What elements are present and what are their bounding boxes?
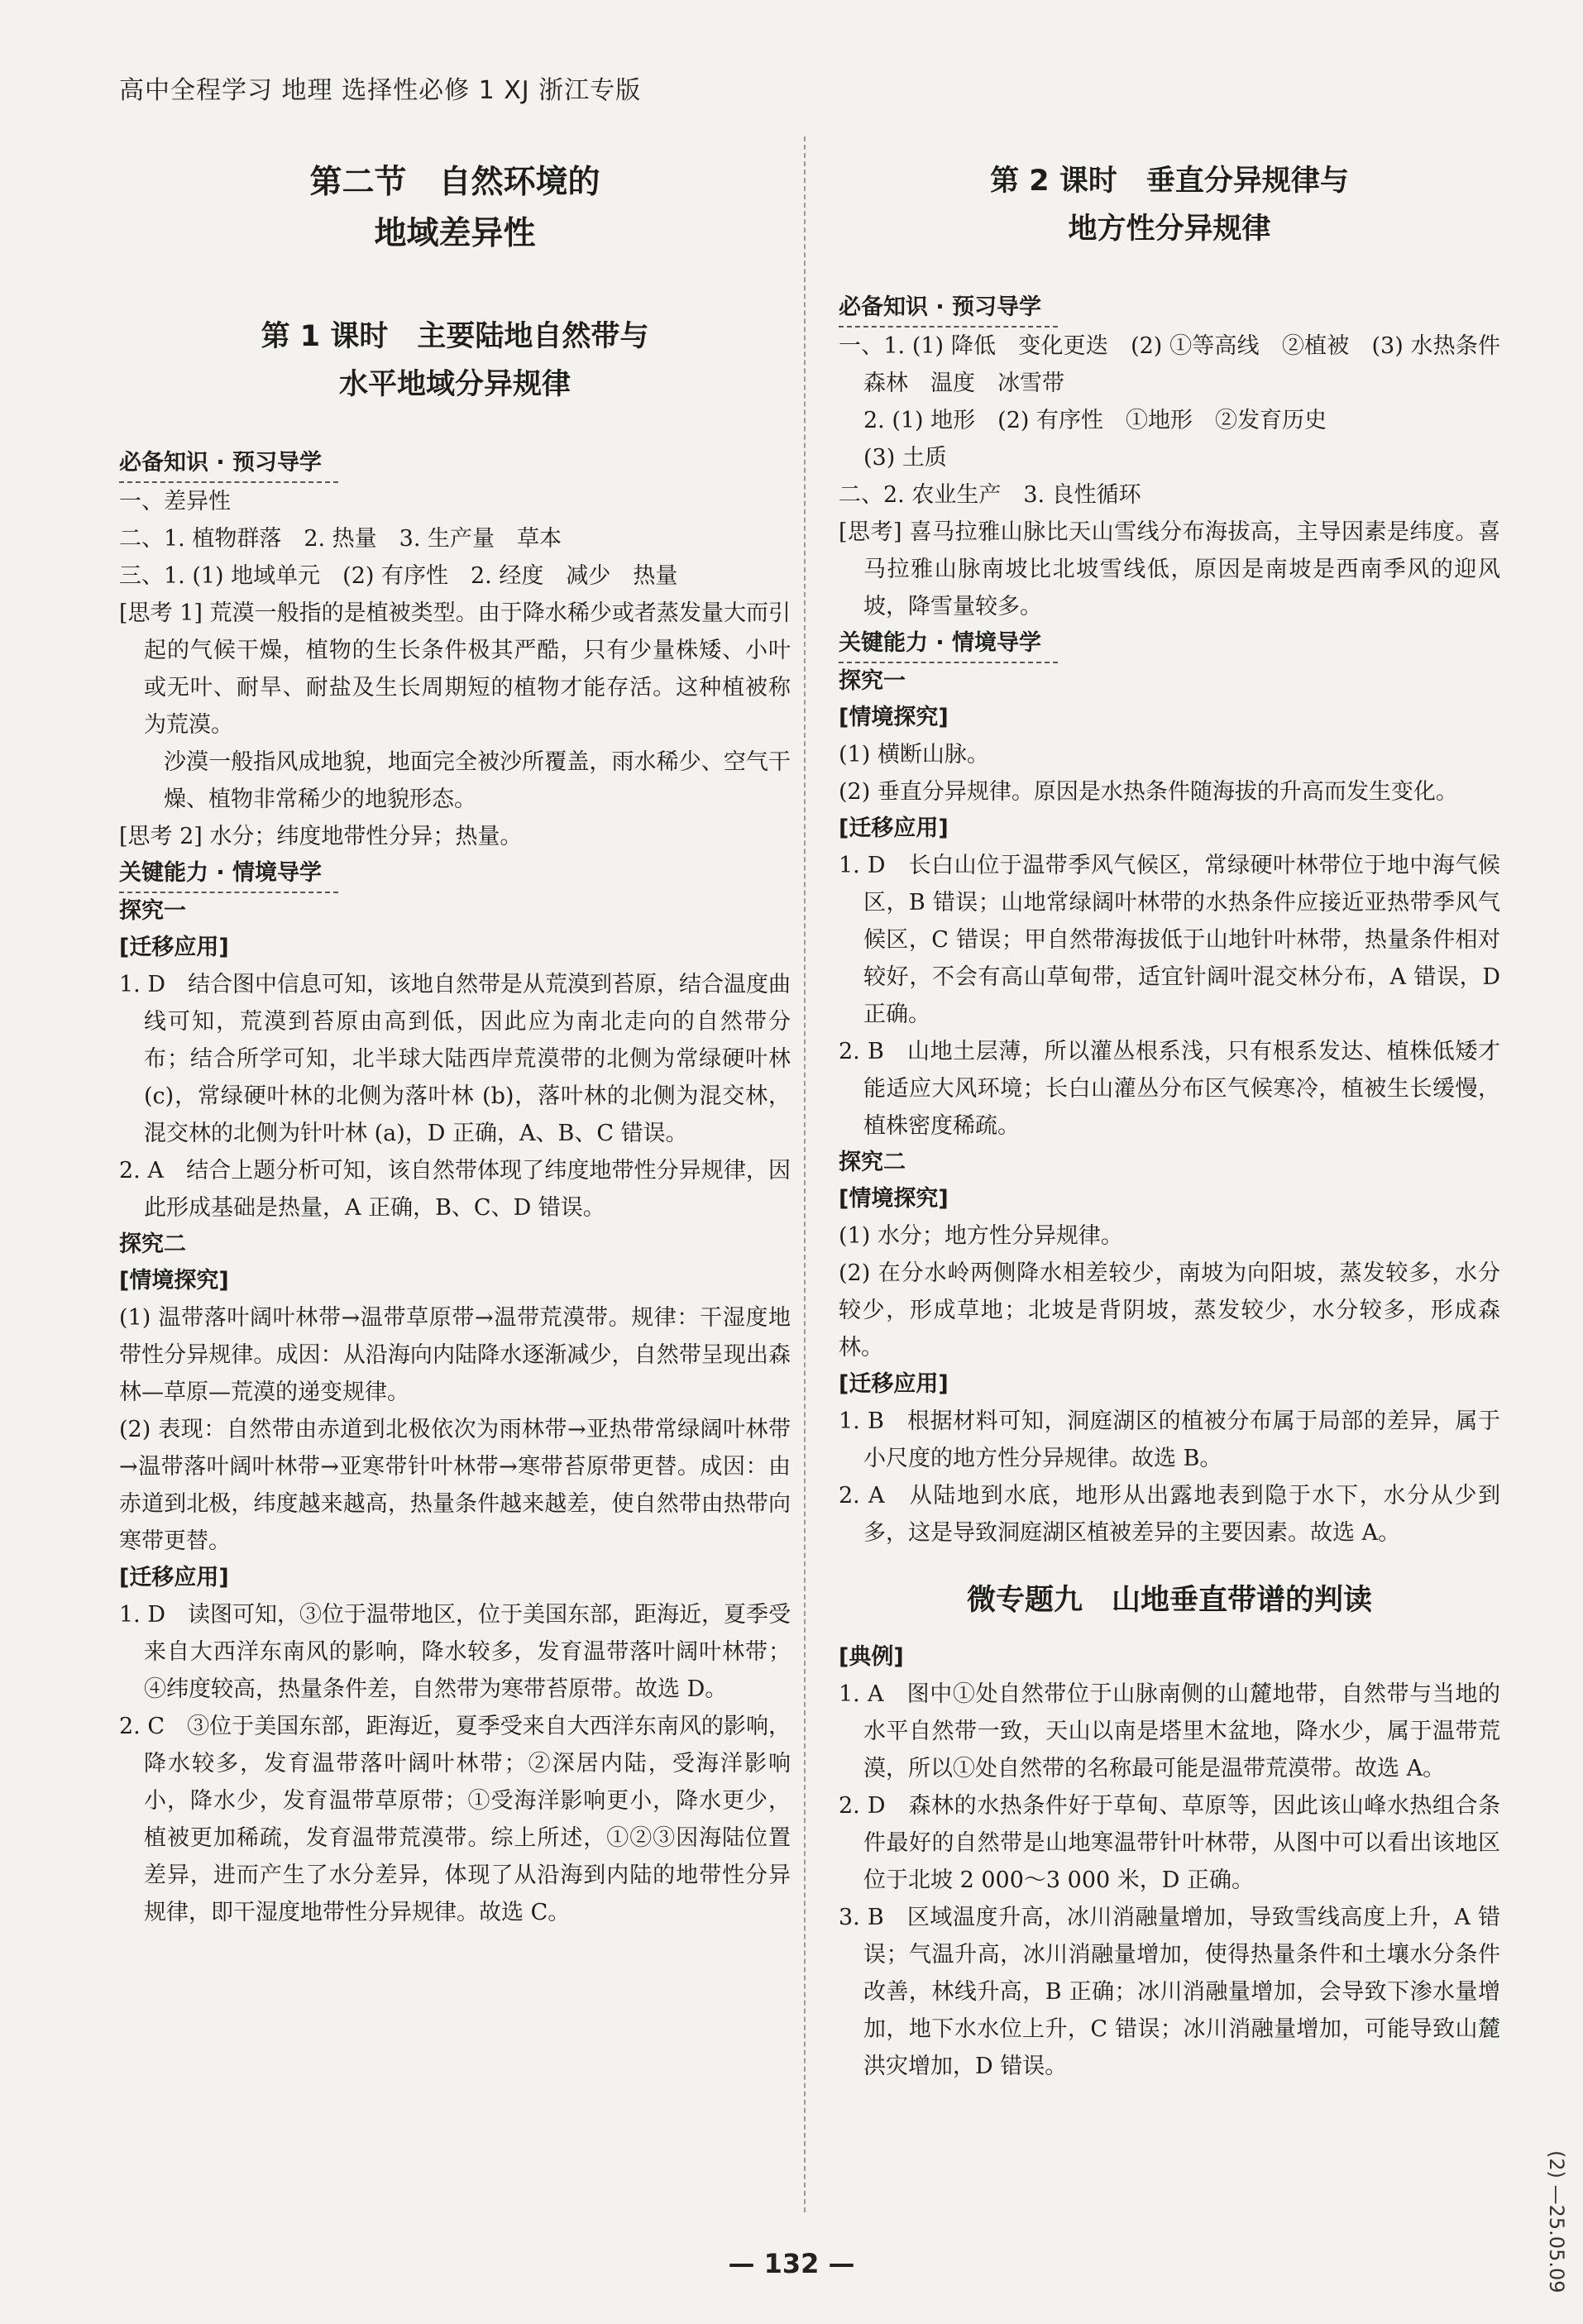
example-answer: 1. A 图中①处自然带位于山脉南侧的山麓地带，自然带与当地的水平自然带一致，天山以南是塔里木盆地，降水少，属于温带荒漠，所以①处自然带的名称最可能是温带荒漠带。故选 A。 (839, 1681, 1500, 1781)
question-answer: 2. A 从陆地到水底，地形从出露地表到隐于水下，水分从少到多，这是导致洞庭湖区植被差异的主要因素。故选 A。 (839, 1483, 1500, 1546)
answer-line: 二、2. 农业生产 3. 良性循环 (839, 482, 1141, 508)
section-heading-knowledge: 必备知识 · 预习导学 (119, 445, 338, 483)
lesson-title-line1: 第 2 课时 垂直分异规律与 (990, 165, 1349, 198)
example-answer: 2. D 森林的水热条件好于草甸、草原等，因此该山峰水热组合条件最好的自然带是山地寒温带针叶林带，从图中可以看出该地区位于北坡 2 000～3 000 米，D 正确。 (839, 1793, 1500, 1893)
print-code: (2) —25.05.09 (1545, 2150, 1568, 2293)
section-heading-knowledge: 必备知识 · 预习导学 (839, 289, 1058, 328)
transfer-heading: [迁移应用] (839, 815, 949, 841)
scene-answer: (1) 温带落叶阔叶林带→温带草原带→温带荒漠带。规律：干湿度地带性分异规律。成因：从沿海向内陆降水逐渐减少，自然带呈现出森林—草原—荒漠的递变规律。 (119, 1305, 791, 1405)
answer-line: 二、1. 植物群落 2. 热量 3. 生产量 草本 (119, 526, 562, 552)
think-1: [思考 1] 荒漠一般指的是植被类型。由于降水稀少或者蒸发量大而引起的气候干燥，植物的生长条件极其严酷，只有少量株矮、小叶或无叶、耐旱、耐盐及生长周期短的植物才能存活。这种植被称为荒漠。 (119, 600, 791, 738)
scene-answer: (1) 水分；地方性分异规律。 (839, 1223, 1123, 1249)
scene-answer: (2) 在分水岭两侧降水相差较少，南坡为向阳坡，蒸发较多，水分较少，形成草地；北坡是背阴坡，蒸发较少，水分较多，形成森林。 (839, 1260, 1500, 1360)
think-1-cont: 沙漠一般指风成地貌，地面完全被沙所覆盖，雨水稀少、空气干燥、植物非常稀少的地貌形态。 (164, 749, 791, 812)
lesson-title-line1: 第 1 课时 主要陆地自然带与 (261, 320, 649, 353)
question-answer: 1. D 读图可知，③位于温带地区，位于美国东部，距海近，夏季受来自大西洋东南风的影响，降水较多，发育温带落叶阔叶林带；④纬度较高，热量条件差，自然带为寒带苔原带。故选 D。 (119, 1602, 791, 1702)
scene-answer: (2) 表现：自然带由赤道到北极依次为雨林带→亚热带常绿阔叶林带→温带落叶阔叶林带→亚寒带针叶林带→寒带苔原带更替。成因：由赤道到北极，纬度越来越高，热量条件越来越差，使自然带由热带向寒带更替。 (119, 1417, 791, 1554)
transfer-heading: [迁移应用] (839, 1371, 949, 1397)
section-heading-ability: 关键能力 · 情境导学 (119, 855, 338, 893)
explore-heading: 探究二 (839, 1150, 906, 1175)
example-heading: [典例] (839, 1644, 904, 1670)
scene-answer: (2) 垂直分异规律。原因是水热条件随海拔的升高而发生变化。 (839, 779, 1458, 805)
answer-line: 一、1. (1) 降低 变化更迭 (2) ①等高线 ②植被 (3) 水热条件 森林 温度 冰雪带 (839, 333, 1523, 396)
topic-title: 微专题九 山地垂直带谱的判读 (966, 1584, 1372, 1617)
lesson-title-line2: 地方性分异规律 (1068, 213, 1271, 246)
section-title-line2: 地域差异性 (374, 215, 536, 252)
scene-heading: [情境探究] (839, 705, 949, 730)
question-answer: 1. D 长白山位于温带季风气候区，常绿硬叶林带位于地中海气候区，B 错误；山地常绿阔叶林带的水热条件应接近亚热带季风气候区，C 错误；甲自然带海拔低于山地针叶林带，热量条件相对较好，不会有高山草甸带，适宜针阔叶混交林分布，A 错误，D 正确。 (839, 853, 1500, 1027)
book-header: 高中全程学习 地理 选择性必修 1 XJ 浙江专版 (119, 76, 642, 105)
section-heading-ability: 关键能力 · 情境导学 (839, 625, 1058, 663)
page-number: — 132 — (728, 2248, 855, 2279)
right-column (839, 157, 1523, 2085)
left-column (119, 157, 791, 1931)
answer-line: 一、差异性 (119, 489, 231, 514)
answer-line: (3) 土质 (863, 445, 947, 471)
lesson-title-line2: 水平地域分异规律 (338, 368, 571, 401)
question-answer: 2. C ③位于美国东部，距海近，夏季受来自大西洋东南风的影响，降水较多，发育温带落叶阔叶林带；②深居内陆，受海洋影响小，降水少，发育温带草原带；①受海洋影响更小，降水更少，植被更加稀疏，发育温带荒漠带。综上所述，①②③因海陆位置差异，进而产生了水分差异，体现了从沿海到内陆的地带性分异规律，即干湿度地带性分异规律。故选 C。 (119, 1714, 791, 1925)
transfer-heading: [迁移应用] (119, 1565, 229, 1590)
explore-heading: 探究一 (839, 668, 906, 694)
think-2: [思考 2] 水分；纬度地带性分异；热量。 (119, 824, 523, 849)
question-answer: 1. B 根据材料可知，洞庭湖区的植被分布属于局部的差异，属于小尺度的地方性分异规律。故选 B。 (839, 1408, 1500, 1471)
scene-heading: [情境探究] (119, 1268, 229, 1294)
question-answer: 1. D 结合图中信息可知，该地自然带是从荒漠到苔原，结合温度曲线可知，荒漠到苔原由高到低，因此应为南北走向的自然带分布；结合所学可知，北半球大陆西岸荒漠带的北侧为常绿硬叶林 (c)，常绿硬叶林的北侧为落叶林 (b)，落叶林的北侧为混交林，混交林的北侧为针叶林 (a)，D 正确，A、B、C 错误。 (119, 972, 791, 1146)
question-answer: 2. A 结合上题分析可知，该自然带体现了纬度地带性分异规律，因此形成基础是热量，A 正确，B、C、D 错误。 (119, 1158, 791, 1221)
explore-heading: 探究一 (119, 898, 186, 924)
column-divider (804, 136, 806, 2212)
example-answer: 3. B 区域温度升高，冰川消融量增加，导致雪线高度上升，A 错误；气温升高，冰川消融量增加，使得热量条件和土壤水分条件改善，林线升高，B 正确；冰川消融量增加，会导致下渗水量增加，地下水水位上升，C 错误；冰川消融量增加，可能导致山麓洪灾增加，D 错误。 (839, 1905, 1500, 2079)
answer-line: 三、1. (1) 地域单元 (2) 有序性 2. 经度 减少 热量 (119, 563, 678, 589)
section-title-line1: 第二节 自然环境的 (309, 164, 600, 201)
think: [思考] 喜马拉雅山脉比天山雪线分布海拔高，主导因素是纬度。喜马拉雅山脉南坡比北坡雪线低，原因是南坡是西南季风的迎风坡，降雪量较多。 (839, 519, 1500, 619)
answer-line: 2. (1) 地形 (2) 有序性 ①地形 ②发育历史 (863, 408, 1327, 433)
scene-heading: [情境探究] (839, 1186, 949, 1212)
scene-answer: (1) 横断山脉。 (839, 742, 989, 767)
question-answer: 2. B 山地土层薄，所以灌丛根系浅，只有根系发达、植株低矮才能适应大风环境；长白山灌丛分布区气候寒冷，植被生长缓慢，植株密度稀疏。 (839, 1039, 1500, 1139)
explore-heading: 探究二 (119, 1231, 186, 1257)
transfer-heading: [迁移应用] (119, 935, 229, 960)
